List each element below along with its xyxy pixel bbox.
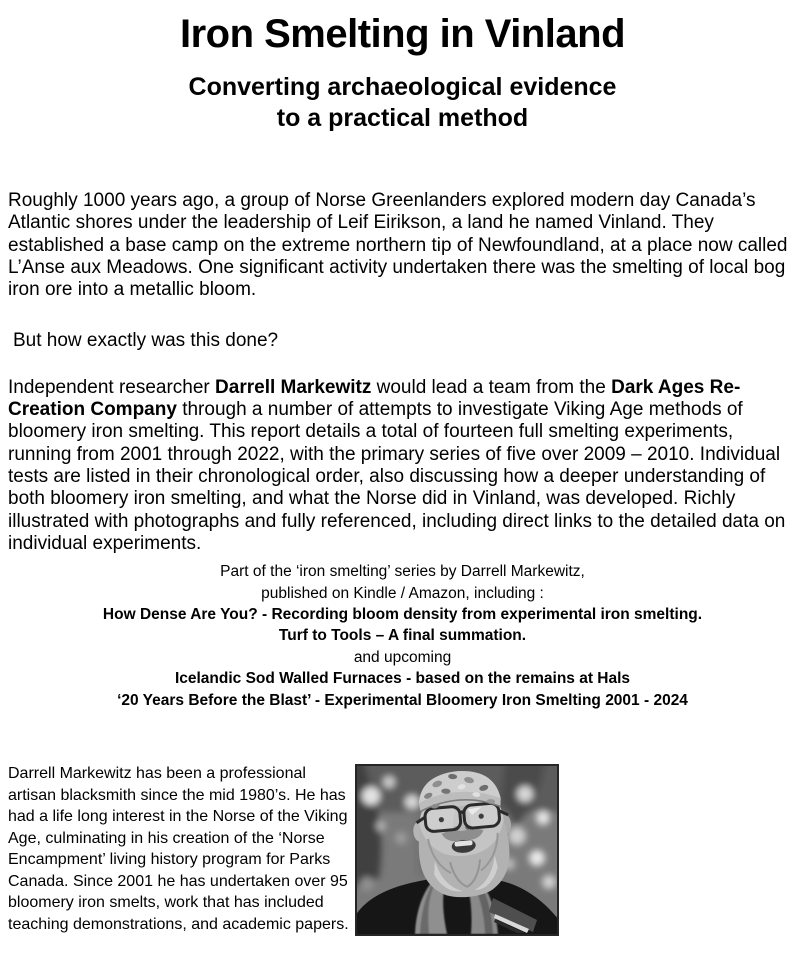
book-title-1: How Dense Are You? - Recording bloom density from experimental iron smelting. xyxy=(102,605,703,623)
subtitle-line-2: to a practical method xyxy=(276,104,529,132)
report-paragraph xyxy=(0,377,805,555)
report-text-mid: would lead a team from the xyxy=(371,376,612,398)
series-intro-line-1: Part of the ‘iron smelting’ series by Darrell Markewitz, xyxy=(220,563,585,581)
question-paragraph: But how exactly was this done? xyxy=(13,330,279,352)
book-title-2: Turf to Tools – A final summation. xyxy=(278,627,527,645)
page-title: Iron Smelting in Vinland xyxy=(179,12,626,56)
page-subtitle xyxy=(0,72,805,134)
author-section xyxy=(0,763,805,936)
researcher-name: Darrell Markewitz xyxy=(215,376,372,398)
report-text-rest: through a number of attempts to investigate Viking Age methods of bloomery iron smelting. This report details a total of fourteen full smelting experiments, running from 2001 through 2022, with the primary series of five over 2009 – 2010. Individual tests are listed in their chronological order, also discussing how a deeper understanding of both bloomery iron smelting, and what the Norse did in Vinland, was developed. Richly illustrated with photographs and fully referenced, including direct links to the detailed data on individual experiments. xyxy=(8,399,786,554)
author-bio: Darrell Markewitz has been a professional artisan blacksmith since the mid 1980’s. He has had a life long interest in the Norse of the Viking Age, culminating in his creation of the ‘Norse Encampment’ living history program for Parks Canada. Since 2001 he has undertaken over 95 bloomery iron smelts, work that has included teaching demonstrations, and academic papers. xyxy=(8,765,349,933)
company-name: Dark Ages Re-Creation Company xyxy=(8,376,741,421)
book-title-4: ‘20 Years Before the Blast’ - Experimental Bloomery Iron Smelting 2001 - 2024 xyxy=(117,691,688,709)
subtitle-line-1: Converting archaeological evidence xyxy=(188,73,617,101)
intro-paragraph: Roughly 1000 years ago, a group of Norse Greenlanders explored modern day Canada’s Atlantic shores under the leadership of Leif Eirikson, a land he named Vinland. They established a base camp on the extreme northern tip of Newfoundland, at a place now called L’Anse aux Meadows. One significant activity undertaken there was the smelting of local bog iron ore into a metallic bloom. xyxy=(8,190,788,301)
series-block xyxy=(0,561,805,711)
portrait-photo-illustration xyxy=(357,766,557,934)
author-photo xyxy=(355,764,559,936)
series-intro-line-2: published on Kindle / Amazon, including : xyxy=(261,584,544,602)
upcoming-label: and upcoming xyxy=(353,648,452,666)
report-text-pre: Independent researcher xyxy=(8,376,216,398)
book-title-3: Icelandic Sod Walled Furnaces - based on the remains at Hals xyxy=(174,670,631,688)
